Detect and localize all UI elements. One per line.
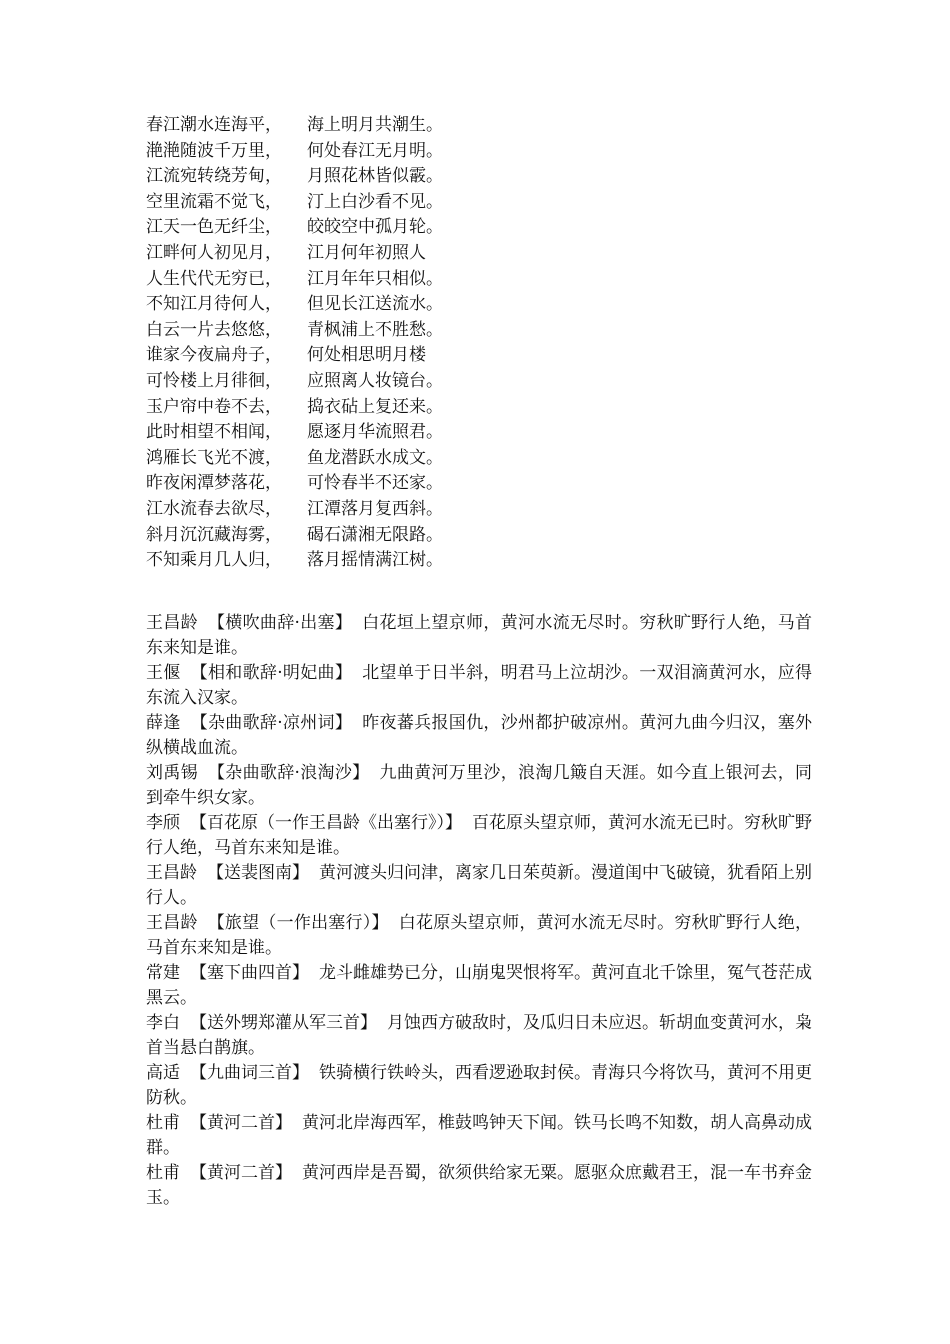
poem-line-first-half: 不知江月待何人， bbox=[146, 294, 282, 315]
entry-author: 李颀 bbox=[146, 813, 180, 833]
poem-entry bbox=[146, 861, 812, 911]
poem-line bbox=[146, 420, 646, 446]
poem-line-first-half: 此时相望不相闻， bbox=[146, 422, 282, 443]
poem-line-second-half: 应照离人妆镜台。 bbox=[307, 370, 443, 391]
poem-entry bbox=[146, 761, 812, 811]
poem-line-first-half: 玉户帘中卷不去， bbox=[146, 396, 282, 417]
entry-author: 杜甫 bbox=[146, 1113, 180, 1133]
poem-line-second-half: 何处春江无月明。 bbox=[307, 140, 443, 161]
poem-line bbox=[146, 523, 646, 549]
poem-line-first-half: 谁家今夜扁舟子， bbox=[146, 345, 282, 366]
poem-line-first-half: 人生代代无穷已， bbox=[146, 268, 282, 289]
entry-text: 月蚀西方破敌时，及瓜归日未应迟。斩胡血变黄河水，枭首当悬白鹊旗。 bbox=[146, 1013, 812, 1058]
poem-entry bbox=[146, 811, 812, 861]
poem-line-first-half: 江水流春去欲尽， bbox=[146, 498, 282, 519]
entry-text: 九曲黄河万里沙，浪淘几簸自天涯。如今直上银河去，同到牵牛织女家。 bbox=[146, 763, 813, 808]
entry-author: 高适 bbox=[146, 1063, 180, 1083]
poem-line-second-half: 汀上白沙看不见。 bbox=[307, 191, 443, 212]
poem-line bbox=[146, 369, 646, 395]
poem-line bbox=[146, 395, 646, 421]
entry-text: 白花原头望京师，黄河水流无尽时。穷秋旷野行人绝，马首东来知是谁。 bbox=[146, 913, 813, 958]
entry-title: 【百花原（一作王昌龄《出塞行》）】 bbox=[190, 813, 462, 833]
poem-line-first-half: 白云一片去悠悠， bbox=[146, 319, 282, 340]
poem-entry bbox=[146, 661, 812, 711]
poem-line-first-half: 昨夜闲潭梦落花， bbox=[146, 473, 282, 494]
poem-line-first-half: 滟滟随波千万里， bbox=[146, 140, 282, 161]
poem-line bbox=[146, 471, 646, 497]
poem-line bbox=[146, 292, 646, 318]
poem-line-first-half: 鸿雁长飞光不渡， bbox=[146, 447, 282, 468]
poem-block bbox=[146, 113, 646, 574]
poem-line-second-half: 但见长江送流水。 bbox=[307, 294, 443, 315]
poem-line bbox=[146, 343, 646, 369]
entry-author: 常建 bbox=[146, 963, 180, 983]
poem-entry bbox=[146, 1111, 812, 1161]
entry-author: 王偃 bbox=[146, 663, 181, 683]
poem-entry bbox=[146, 1011, 812, 1061]
poem-entry bbox=[146, 1161, 812, 1211]
entry-author: 杜甫 bbox=[146, 1163, 180, 1183]
poem-line bbox=[146, 548, 646, 574]
entry-title: 【杂曲歌辞·凉州词】 bbox=[190, 713, 353, 733]
poem-line-second-half: 江月年年只相似。 bbox=[307, 268, 443, 289]
poem-line-second-half: 皎皎空中孤月轮。 bbox=[307, 217, 443, 238]
poem-entry bbox=[146, 611, 812, 661]
poem-line-first-half: 斜月沉沉藏海雾， bbox=[146, 524, 282, 545]
entry-author: 王昌龄 bbox=[146, 913, 198, 933]
poem-line-second-half: 碣石潇湘无限路。 bbox=[307, 524, 443, 545]
poem-line bbox=[146, 215, 646, 241]
poem-entry bbox=[146, 1061, 812, 1111]
poem-line-second-half: 海上明月共潮生。 bbox=[307, 115, 443, 135]
entry-author: 薛逢 bbox=[146, 713, 181, 733]
poem-entry bbox=[146, 961, 812, 1011]
entry-author: 李白 bbox=[146, 1013, 180, 1033]
poem-line-second-half: 鱼龙潜跃水成文。 bbox=[307, 447, 443, 468]
entry-title: 【送裴图南】 bbox=[207, 863, 309, 883]
poem-line-first-half: 可怜楼上月徘徊， bbox=[146, 370, 282, 391]
entry-title: 【九曲词三首】 bbox=[190, 1063, 309, 1083]
poem-line-second-half: 愿逐月华流照君。 bbox=[307, 422, 443, 443]
poem-line bbox=[146, 190, 646, 216]
entry-text: 黄河北岸海西军，椎鼓鸣钟天下闻。铁马长鸣不知数，胡人高鼻动成群。 bbox=[146, 1113, 812, 1158]
poem-line-first-half: 春江潮水连海平， bbox=[146, 115, 282, 135]
poem-line-second-half: 青枫浦上不胜愁。 bbox=[307, 319, 443, 340]
poem-line-second-half: 捣衣砧上复还来。 bbox=[307, 396, 443, 417]
poem-line-first-half: 江天一色无纤尘， bbox=[146, 217, 282, 238]
entry-title: 【黄河二首】 bbox=[190, 1113, 292, 1133]
poem-line-second-half: 何处相思明月楼 bbox=[307, 345, 426, 366]
entry-title: 【送外甥郑灌从军三首】 bbox=[190, 1013, 377, 1033]
poem-entry bbox=[146, 711, 812, 761]
poem-entries-list bbox=[146, 611, 812, 1211]
poem-line-second-half: 月照花林皆似霰。 bbox=[307, 166, 443, 187]
entry-text: 黄河渡头归问津，离家几日茱萸新。漫道闺中飞破镜，犹看陌上别行人。 bbox=[146, 863, 812, 908]
entry-author: 王昌龄 bbox=[146, 863, 197, 883]
entry-text: 铁骑横行铁岭头，西看逻逊取封侯。青海只今将饮马，黄河不用更防秋。 bbox=[146, 1063, 812, 1108]
poem-line bbox=[146, 446, 646, 472]
poem-line bbox=[146, 241, 646, 267]
entry-title: 【黄河二首】 bbox=[190, 1163, 292, 1183]
entry-text: 北望单于日半斜，明君马上泣胡沙。一双泪滴黄河水，应得东流入汉家。 bbox=[146, 663, 813, 708]
entry-text: 黄河西岸是吾蜀，欲须供给家无粟。愿驱众庶戴君王，混一车书弃金玉。 bbox=[146, 1163, 812, 1208]
poem-line bbox=[146, 497, 646, 523]
poem-line bbox=[146, 139, 646, 165]
poem-line bbox=[146, 318, 646, 344]
poem-line-second-half: 可怜春半不还家。 bbox=[307, 473, 443, 494]
poem-line bbox=[146, 113, 646, 139]
entry-text: 昨夜蕃兵报国仇，沙州都护破凉州。黄河九曲今归汉，塞外纵横战血流。 bbox=[146, 713, 813, 758]
entry-author: 王昌龄 bbox=[146, 613, 198, 633]
poem-line-second-half: 江月何年初照人 bbox=[307, 242, 426, 263]
poem-line-first-half: 不知乘月几人归， bbox=[146, 550, 282, 571]
entry-title: 【相和歌辞·明妃曲】 bbox=[190, 663, 353, 683]
poem-line bbox=[146, 267, 646, 293]
entry-text: 百花原头望京师，黄河水流无已时。穷秋旷野行人绝，马首东来知是谁。 bbox=[146, 813, 812, 858]
entry-author: 刘禹锡 bbox=[146, 763, 198, 783]
entry-text: 龙斗雌雄势已分，山崩鬼哭恨将军。黄河直北千馀里，冤气苍茫成黑云。 bbox=[146, 963, 812, 1008]
entry-title: 【旅望（一作出塞行）】 bbox=[207, 913, 389, 933]
poem-line bbox=[146, 164, 646, 190]
poem-entry bbox=[146, 911, 812, 961]
poem-line-first-half: 江流宛转绕芳甸， bbox=[146, 166, 282, 187]
poem-line-first-half: 江畔何人初见月， bbox=[146, 242, 282, 263]
entry-text: 白花垣上望京师，黄河水流无尽时。穷秋旷野行人绝，马首东来知是谁。 bbox=[146, 613, 813, 658]
poem-line-second-half: 江潭落月复西斜。 bbox=[307, 498, 443, 519]
entry-title: 【杂曲歌辞·浪淘沙】 bbox=[207, 763, 370, 783]
poem-line-second-half: 落月摇情满江树。 bbox=[307, 550, 443, 571]
entry-title: 【横吹曲辞·出塞】 bbox=[207, 613, 353, 633]
entry-title: 【塞下曲四首】 bbox=[190, 963, 309, 983]
poem-line-first-half: 空里流霜不觉飞， bbox=[146, 191, 282, 212]
